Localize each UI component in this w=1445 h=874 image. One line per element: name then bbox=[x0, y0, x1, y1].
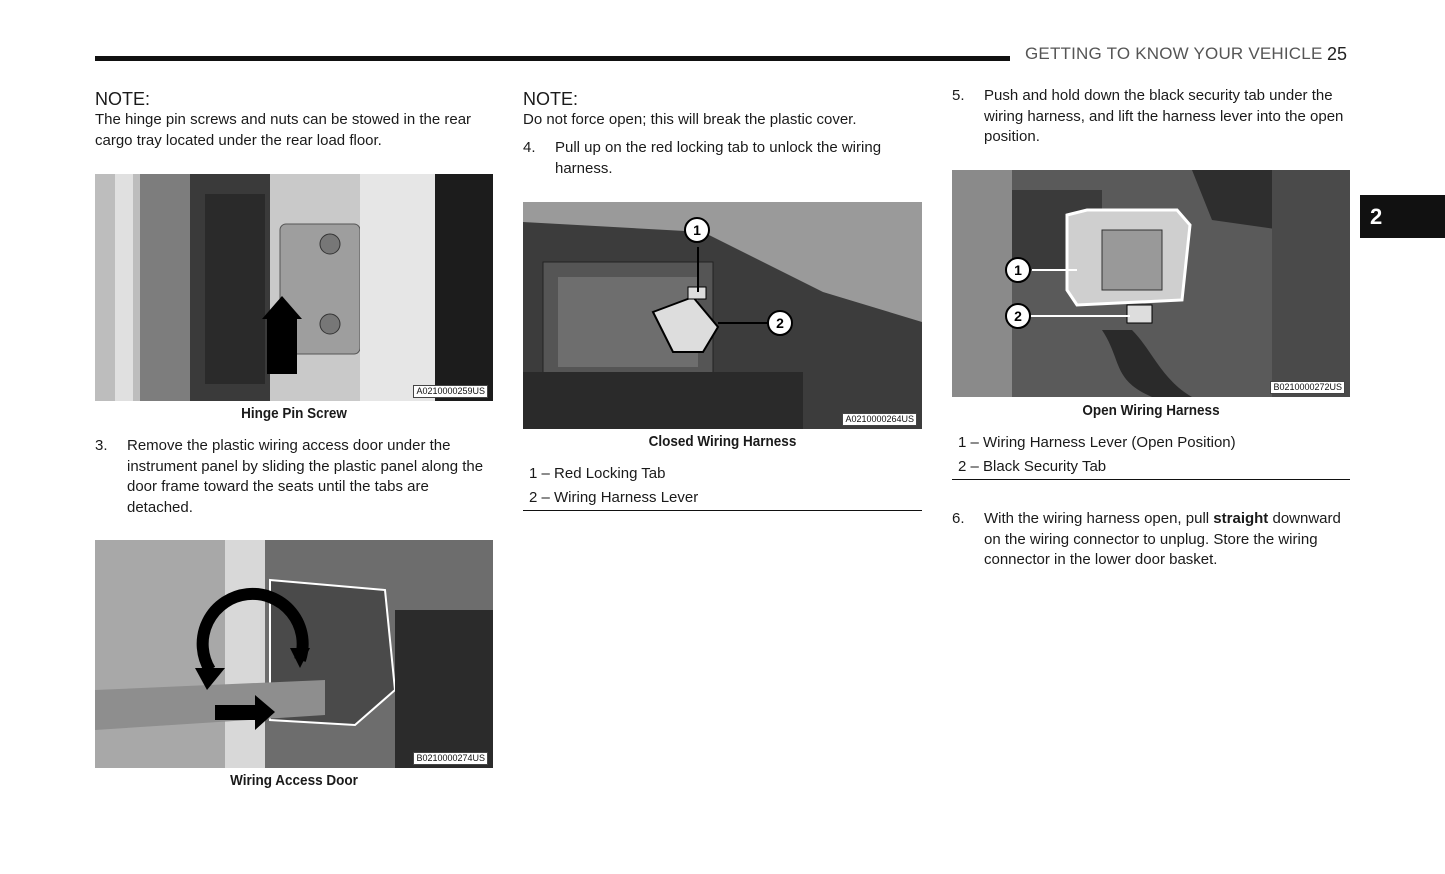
header-rule bbox=[95, 56, 1010, 61]
step-text: Pull up on the red locking tab to unlock the wiring harness. bbox=[555, 139, 882, 177]
figure-caption: Open Wiring Harness bbox=[1082, 402, 1220, 419]
closed-wiring-harness-figure bbox=[523, 202, 922, 429]
step-number: 5. bbox=[952, 87, 965, 104]
callout-1-label: 1 bbox=[693, 222, 701, 238]
figure-code: A0210000264US bbox=[842, 413, 917, 426]
figure-code: B0210000274US bbox=[413, 752, 488, 765]
note-heading: NOTE: bbox=[523, 89, 579, 109]
step-number: 3. bbox=[95, 437, 108, 454]
open-harness-illustration bbox=[952, 170, 1350, 397]
step-3 bbox=[95, 436, 495, 518]
step-text: Remove the plastic wiring access door under the instrument panel by sliding the plastic panel along the door frame toward the seats until the tabs are detached. bbox=[127, 437, 484, 516]
callout-1-label: 1 bbox=[1014, 262, 1022, 278]
step-number: 4. bbox=[523, 139, 536, 156]
figure-caption: Hinge Pin Screw bbox=[241, 405, 347, 422]
step-text bbox=[984, 509, 1349, 571]
figure-code: B0210000272US bbox=[1270, 381, 1345, 394]
page-number: 25 bbox=[1327, 44, 1348, 64]
wiring-access-door-figure bbox=[95, 540, 493, 768]
note-text: The hinge pin screws and nuts can be stowed in the rear cargo tray located under the rear load floor. bbox=[95, 111, 472, 149]
section-title: GETTING TO KNOW YOUR VEHICLE bbox=[1025, 44, 1323, 63]
chapter-tab: 2 bbox=[1360, 195, 1445, 238]
figure-code: A0210000259US bbox=[413, 385, 488, 398]
legend bbox=[523, 462, 922, 511]
legend-item: 2 – Black Security Tab bbox=[958, 458, 1107, 475]
figure-caption: Closed Wiring Harness bbox=[648, 433, 797, 450]
closed-harness-illustration bbox=[523, 202, 922, 429]
step-text-bold: straight bbox=[1213, 510, 1269, 527]
legend-item: 2 – Wiring Harness Lever bbox=[529, 489, 699, 506]
step-6 bbox=[952, 509, 1352, 571]
legend-rule bbox=[523, 510, 922, 511]
left-note bbox=[95, 88, 495, 151]
legend-rule bbox=[952, 479, 1350, 480]
hinge-pin-illustration bbox=[95, 174, 493, 401]
middle-note bbox=[523, 88, 923, 131]
step-4 bbox=[523, 138, 923, 180]
legend bbox=[952, 431, 1350, 480]
callout-2-label: 2 bbox=[776, 315, 784, 331]
legend-item: 1 – Red Locking Tab bbox=[529, 465, 666, 482]
step-text-part: downward on the wiring connector to unplug. Store the wiring connector in the lower door basket. bbox=[984, 510, 1341, 568]
callout-2-label: 2 bbox=[1014, 308, 1022, 324]
wiring-door-illustration bbox=[95, 540, 493, 768]
figure-caption: Wiring Access Door bbox=[230, 772, 358, 789]
step-5 bbox=[952, 86, 1352, 148]
open-wiring-harness-figure bbox=[952, 170, 1350, 397]
step-text: Push and hold down the black security tab under the wiring harness, and lift the harness lever into the open position. bbox=[984, 87, 1344, 145]
note-heading: NOTE: bbox=[95, 89, 151, 109]
legend-item: 1 – Wiring Harness Lever (Open Position) bbox=[958, 434, 1236, 451]
note-text: Do not force open; this will break the plastic cover. bbox=[523, 111, 857, 128]
step-number: 6. bbox=[952, 510, 965, 527]
hinge-pin-screw-figure bbox=[95, 174, 493, 401]
step-text-part: With the wiring harness open, pull bbox=[984, 510, 1214, 527]
